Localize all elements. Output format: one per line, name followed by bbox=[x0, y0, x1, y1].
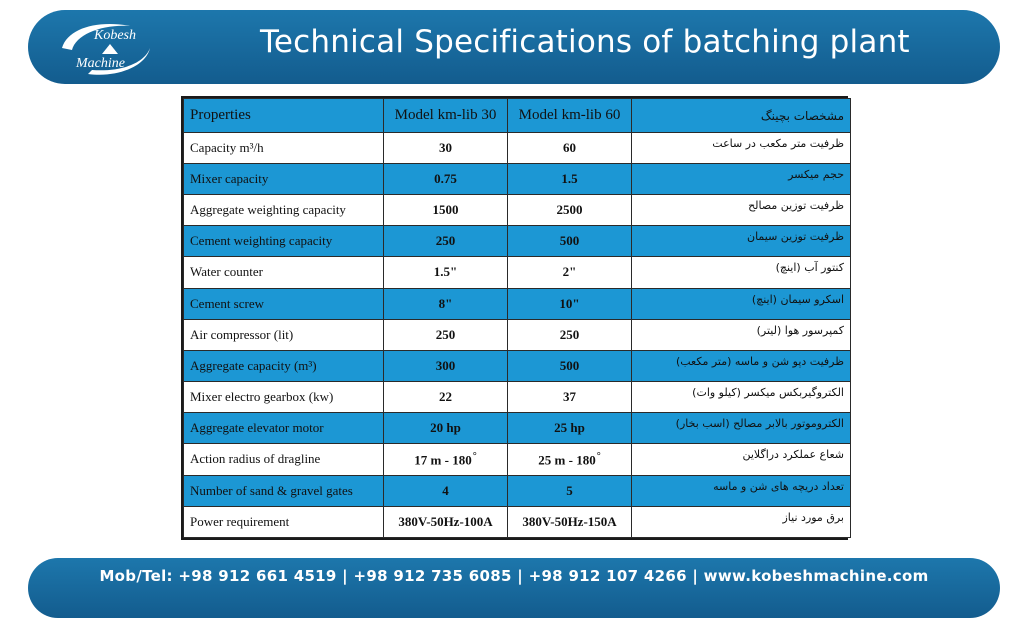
table-row bbox=[184, 164, 851, 195]
contact-info: Mob/Tel: +98 912 661 4519 | +98 912 735 6085 | +98 912 107 4266 | www.kobeshmachine.com bbox=[99, 567, 929, 585]
cell-km30: 30 bbox=[384, 133, 508, 164]
cell-km60: 380V-50Hz-150A bbox=[508, 506, 632, 537]
cell-km60: 37 bbox=[508, 381, 632, 412]
logo-text-machine: Machine bbox=[76, 56, 125, 71]
cell-km60: 10" bbox=[508, 288, 632, 319]
kobesh-logo bbox=[58, 18, 158, 80]
cell-km60: 2" bbox=[508, 257, 632, 288]
column-header-km30: Model km-lib 30 bbox=[384, 99, 508, 133]
cell-km60: 1.5 bbox=[508, 164, 632, 195]
cell-km60: 250 bbox=[508, 319, 632, 350]
cell-property: Air compressor (lit) bbox=[184, 319, 384, 350]
column-header-km60: Model km-lib 60 bbox=[508, 99, 632, 133]
cell-km30: 380V-50Hz-100A bbox=[384, 506, 508, 537]
cell-property: Aggregate capacity (m³) bbox=[184, 350, 384, 381]
cell-km30: 8" bbox=[384, 288, 508, 319]
cell-persian: کمپرسور هوا (لیتر) bbox=[632, 319, 851, 350]
page-title: Technical Specifications of batching plant bbox=[260, 24, 910, 60]
cell-property: Action radius of dragline bbox=[184, 444, 384, 476]
cell-km60: 5 bbox=[508, 475, 632, 506]
cell-property: Number of sand & gravel gates bbox=[184, 475, 384, 506]
cell-persian: الکتروموتور بالابر مصالح (اسب بخار) bbox=[632, 412, 851, 443]
footer-banner bbox=[28, 558, 1000, 618]
table-header-row bbox=[184, 99, 851, 133]
logo-text-kobesh: Kobesh bbox=[94, 28, 136, 43]
cell-persian: الکتروگیربکس میکسر (کیلو وات) bbox=[632, 381, 851, 412]
cell-property: Cement weighting capacity bbox=[184, 226, 384, 257]
cell-property: Aggregate weighting capacity bbox=[184, 195, 384, 226]
table-row bbox=[184, 257, 851, 288]
table-row bbox=[184, 288, 851, 319]
cell-persian: ظرفیت توزین سیمان bbox=[632, 226, 851, 257]
cell-persian: تعداد دریچه های شن و ماسه bbox=[632, 475, 851, 506]
cell-km30: 22 bbox=[384, 381, 508, 412]
cell-property: Cement screw bbox=[184, 288, 384, 319]
cell-persian: ظرفیت دپو شن و ماسه (متر مکعب) bbox=[632, 350, 851, 381]
cell-km30: 0.75 bbox=[384, 164, 508, 195]
cell-persian: شعاع عملکرد دراگلاین bbox=[632, 444, 851, 476]
column-header-properties: Properties bbox=[184, 99, 384, 133]
cell-persian: کنتور آب (اینچ) bbox=[632, 257, 851, 288]
cell-km60: 25 hp bbox=[508, 412, 632, 443]
cell-km30: 250 bbox=[384, 226, 508, 257]
degree-symbol: ° bbox=[472, 450, 477, 462]
cell-km60: 2500 bbox=[508, 195, 632, 226]
cell-km30: 300 bbox=[384, 350, 508, 381]
cell-km30: 17 m - 180° bbox=[384, 444, 508, 476]
table-row bbox=[184, 381, 851, 412]
cell-persian: ظرفیت متر مکعب در ساعت bbox=[632, 133, 851, 164]
cell-km30: 20 hp bbox=[384, 412, 508, 443]
table-row bbox=[184, 319, 851, 350]
cell-property: Mixer capacity bbox=[184, 164, 384, 195]
cell-km60: 60 bbox=[508, 133, 632, 164]
cell-persian: ظرفیت توزین مصالح bbox=[632, 195, 851, 226]
cell-km30: 1500 bbox=[384, 195, 508, 226]
cell-km60: 25 m - 180° bbox=[508, 444, 632, 476]
table-row bbox=[184, 133, 851, 164]
table-row bbox=[184, 506, 851, 537]
cell-property: Water counter bbox=[184, 257, 384, 288]
table-row bbox=[184, 444, 851, 476]
cell-property: Power requirement bbox=[184, 506, 384, 537]
cell-property: Aggregate elevator motor bbox=[184, 412, 384, 443]
cell-km30: 1.5" bbox=[384, 257, 508, 288]
table-row bbox=[184, 412, 851, 443]
degree-symbol: ° bbox=[596, 450, 601, 462]
table-row bbox=[184, 475, 851, 506]
cell-persian: اسکرو سیمان (اینچ) bbox=[632, 288, 851, 319]
table-row bbox=[184, 226, 851, 257]
cell-km30: 250 bbox=[384, 319, 508, 350]
cell-persian: برق مورد نیاز bbox=[632, 506, 851, 537]
specifications-table bbox=[181, 96, 848, 540]
cell-km60: 500 bbox=[508, 350, 632, 381]
cell-km60: 500 bbox=[508, 226, 632, 257]
table-row bbox=[184, 195, 851, 226]
cell-property: Capacity m³/h bbox=[184, 133, 384, 164]
cell-km30: 4 bbox=[384, 475, 508, 506]
cell-persian: حجم میکسر bbox=[632, 164, 851, 195]
column-header-persian: مشخصات بچینگ bbox=[632, 99, 851, 133]
table-row bbox=[184, 350, 851, 381]
cell-property: Mixer electro gearbox (kw) bbox=[184, 381, 384, 412]
